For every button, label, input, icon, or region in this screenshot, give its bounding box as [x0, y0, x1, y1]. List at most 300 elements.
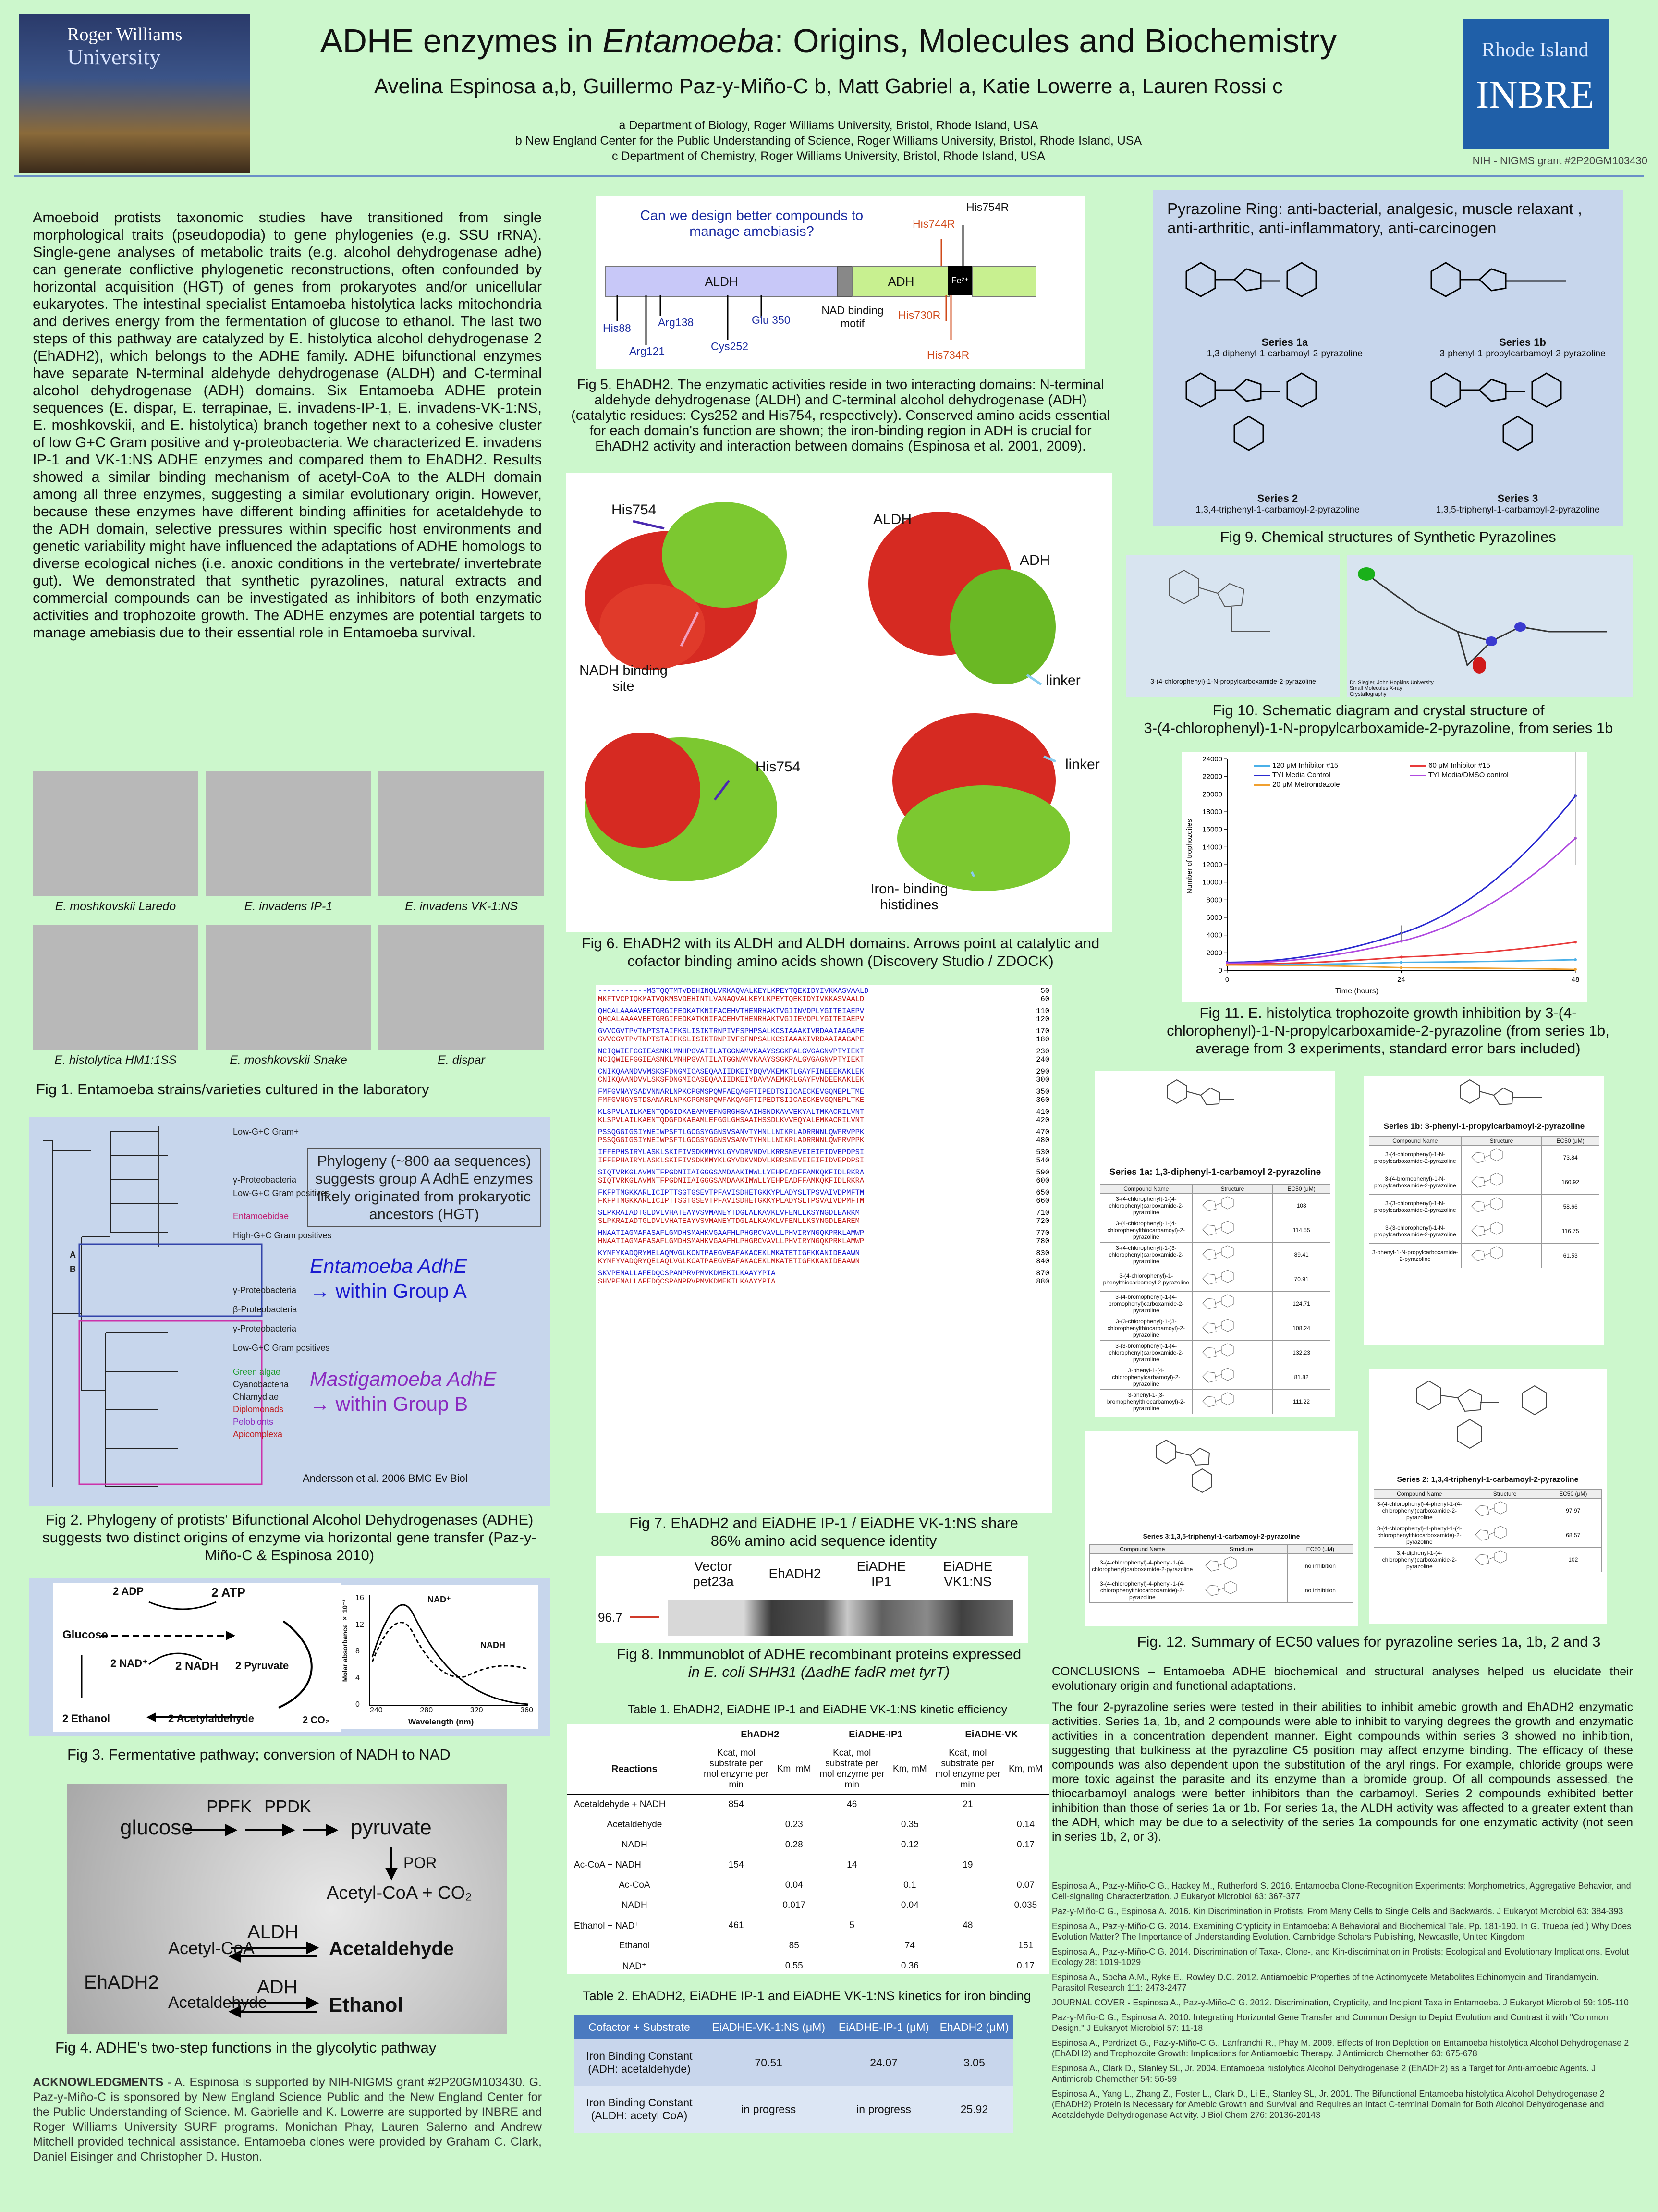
- sequence-text: -----------MSTQQTMTVDEHINQLVRKAQVALKEYLKPEYTQEKIDYIVKKASVAALD: [598, 987, 869, 995]
- marker-arrow: [630, 1616, 659, 1618]
- series-desc: 1,3,5-triphenyl-1-carbamoyl-2-pyrazoline: [1436, 505, 1600, 515]
- table-row: [1100, 1243, 1330, 1267]
- fig8-caption-line1: Fig 8. Inmmunoblot of ADHE recombinant proteins expressed: [616, 1646, 1022, 1662]
- structure-cell: [1461, 1219, 1542, 1244]
- table-cell: Ethanol: [619, 1941, 650, 1951]
- compound-name: 3-(3-chlorophenyl)-1-N-propylcarboxamide-2-pyrazoline: [1369, 1219, 1462, 1244]
- crystal-structure: [1347, 555, 1633, 697]
- ytick: 12: [355, 1620, 364, 1629]
- y-tick-label: 20000: [1202, 790, 1222, 799]
- ec50-value: 160.92: [1542, 1170, 1599, 1195]
- table-cell: 48: [963, 1920, 973, 1931]
- lane-label: EiADHE IP1: [856, 1559, 906, 1589]
- table-row: [1369, 1219, 1599, 1244]
- sequence-position: 660: [1036, 1197, 1049, 1205]
- alignment-row: [598, 1088, 1049, 1096]
- sequence-position: 780: [1036, 1237, 1049, 1246]
- table2-cell: 70.51: [755, 2056, 782, 2069]
- ec50-value: 73.84: [1542, 1146, 1599, 1170]
- sequence-position: 180: [1036, 1035, 1049, 1044]
- sequence-position: 840: [1036, 1257, 1049, 1266]
- chart-y-label: Number of trophozoites: [1185, 819, 1194, 894]
- alignment-row: [598, 1096, 1049, 1104]
- title-part: ADHE enzymes in: [320, 22, 603, 60]
- table-cell: 0.017: [782, 1900, 805, 1910]
- data-point: [1400, 961, 1403, 964]
- table-row: [1100, 1218, 1330, 1243]
- residue-arg138: Arg138: [658, 316, 694, 329]
- fig10-caption-line1: Fig 10. Schematic diagram and crystal structure of: [1212, 702, 1545, 719]
- table-row: [567, 1956, 1049, 1976]
- reference-item: Espinosa A., Yang L., Zhang Z., Foster L., Clark D., Li E., Stanley SL, Jr. 2001. The Bifunctional Entamoeba histolytica Alcohol Dehydrogenase 2 (EhADH2) Protein Is Necessary for Amebic Growth and Survival and Requires an Intact C-terminal Domain for Both Alcohol Dehydrogenase and Acetaldehyde Dehydrogenase Activity. J Biol Chem 276: 20136-20143: [1052, 2089, 1605, 2120]
- structure-sketch: [1193, 1367, 1251, 1386]
- y-tick-label: 4000: [1206, 931, 1222, 940]
- table-cell: 0.17: [1016, 1961, 1035, 1971]
- sequence-text: SLPKRAIADTGLDVLVHATEAYVSVMANEYTDGLALKAVKLVFENLLKSYNGDLEAREM: [598, 1217, 860, 1225]
- series1b-table: [1369, 1136, 1599, 1268]
- structure-sketch: [1193, 1318, 1251, 1337]
- kcat-header: Kcat, mol substrate per mol enzyme per min: [819, 1748, 885, 1790]
- xtick: 280: [420, 1706, 433, 1714]
- table-header-cell: Structure: [1192, 1185, 1273, 1194]
- residue-glu350: Glu 350: [752, 314, 791, 326]
- compound-name: 3-(4-chlorophenyl)-1-(4-chlorophenyl)carboxamide-2-pyrazoline: [1100, 1194, 1193, 1218]
- compound-name: 3-phenyl-1-N-propylcarboxamide-2-pyrazoline: [1369, 1244, 1462, 1268]
- pathway-arrows: [53, 1583, 341, 1732]
- alignment-row: [598, 1027, 1049, 1036]
- sequence-text: KLSPVLAILKAENTQDGIDKAEAMVEFNGRGHSAAIHSNDKAVVEKYALTMKACRILVNT: [598, 1108, 865, 1116]
- alignment-row: [598, 1056, 1049, 1064]
- ec50-value: 68.57: [1545, 1523, 1602, 1548]
- alignment-row: [598, 1169, 1049, 1177]
- table-header-cell: Compound Name: [1374, 1490, 1465, 1499]
- ent-line1: Entamoeba AdhE: [310, 1255, 467, 1277]
- table-cell: NADH: [621, 1840, 647, 1850]
- structure-sketch: [1196, 1580, 1254, 1600]
- y-tick-label: 24000: [1202, 755, 1222, 763]
- label-his754-top: His754: [611, 502, 657, 518]
- chart-legend: [1254, 761, 1566, 789]
- fig10-crystal: [1347, 555, 1633, 697]
- table2-cell: 25.92: [960, 2102, 988, 2115]
- compound-name: 3-(3-bromophenyl)-1-(4-chlorophenyl)carboxamide-2-pyrazoline: [1100, 1341, 1193, 1365]
- reference-item: Espinosa A., Clark D., Stanley SL, Jr. 2004. Entamoeba histolytica Alcohol Dehydrogenase 2 (EhADH2) as a Target for Anti-amoebic Agents. J Antimicrob Chemother 54: 56-59: [1052, 2064, 1596, 2084]
- fig4-panel: [67, 1784, 507, 2034]
- table-cell: [934, 1875, 1002, 1895]
- group-label: High-G+C Gram positives: [233, 1231, 332, 1240]
- fig6-panel: [566, 473, 1112, 932]
- structure-cell: [1461, 1146, 1542, 1170]
- fig3-caption: Fig 3. Fermentative pathway; conversion of NADH to NAD: [67, 1746, 451, 1763]
- mastigamoeba-note: [310, 1367, 496, 1417]
- structure-sketch: [1462, 1197, 1520, 1216]
- sequence-position: 880: [1036, 1277, 1049, 1286]
- table-cell: Acetaldehyde + NADH: [574, 1799, 666, 1809]
- fig11-caption: Fig 11. E. histolytica trophozoite growth inhibition by 3-(4-chlorophenyl)-1-N-propylcarboxamide-2-pyrazoline (from series 1b, average from 3 experiments, standard error bars included): [1167, 1004, 1609, 1057]
- structure-cell: [1192, 1243, 1273, 1267]
- sequence-text: SIQTVRKGLAVMNTFPGDNIIAIGGGSAMDAAKIMWLLYEHPEADFFAMKQKFIDLRKRA: [598, 1168, 865, 1177]
- compound-name: 3-(4-bromophenyl)-1-(4-bromophenyl)carboxamide-2-pyrazoline: [1100, 1292, 1193, 1316]
- structure-cell: [1192, 1390, 1273, 1414]
- sequence-position: 650: [1036, 1188, 1049, 1197]
- data-point: [1574, 958, 1577, 961]
- table-cell: [770, 1855, 818, 1875]
- table-cell: [818, 1815, 886, 1835]
- chart-x-label: Time (hours): [1335, 987, 1379, 995]
- residue-his744r: His744R: [913, 218, 955, 230]
- table-header-cell: Compound Name: [1369, 1137, 1462, 1146]
- series-1a-label: [1201, 336, 1369, 359]
- conclusions-intro: CONCLUSIONS – Entamoeba ADHE biochemical and structural analyses helped us elucidate their evolutionary origin and functional adaptations.: [1052, 1665, 1633, 1693]
- fig7-caption-line2: 86% amino acid sequence identity: [710, 1532, 937, 1549]
- sequence-text: KYNFYKADQRYMELAQMVGLKCNTPAEGVEAFAKACEKLMKATETIGFKKANIDEAAWN: [598, 1249, 860, 1258]
- table-row: [567, 1815, 1049, 1835]
- micrograph: [378, 925, 544, 1067]
- reactions-header: Reactions: [611, 1763, 658, 1774]
- table2-header: EhADH2 (μM): [939, 2020, 1009, 2033]
- group-label: Low-G+C Gram positives: [233, 1188, 330, 1198]
- alignment-row: [598, 995, 1049, 1003]
- alignment-row: [598, 1278, 1049, 1286]
- fig5-caption: Fig 5. EhADH2. The enzymatic activities reside in two interacting domains: N-terminal aldehyde dehydrogenase (ALDH) and C-terminal alcohol dehydrogenase (ADH) (catalytic residues: Cys252 and His754, respectively). Conserved amino acids essential for each domain's function are shown; the iron-binding region in ADH is crucial for EhADH2 activity and interaction between domains (Espinosa et al. 2001, 2009).: [571, 377, 1110, 454]
- sequence-text: CNIKQAANDVVLSKSFDNGMICASEQAAIIDKEIYDAVVAEMKRLGAYFVNDEEKAKLEK: [598, 1075, 865, 1084]
- lane-label: EiADHE VK1:NS: [943, 1559, 993, 1589]
- table-row: [1374, 1548, 1602, 1572]
- fig2-credit: Andersson et al. 2006 BMC Ev Biol: [303, 1472, 468, 1484]
- sequence-text: MKFTVCPIQKMATVQKMSVDEHINTLVANAQVALKEYLKPEYTQEKIDYIVKKASVAALD: [598, 995, 865, 1003]
- sequence-text: GVVCGVTPVTNPTSTAIFKSLISIKTRNPIVFSFNPSALKCSIAAAKIVRDAAIAAGAPE: [598, 1035, 865, 1044]
- label-aldh: ALDH: [873, 512, 912, 527]
- table-row: [1369, 1170, 1599, 1195]
- y-tick-label: 10000: [1202, 878, 1222, 887]
- ack-title: ACKNOWLEDGMENTS: [33, 2076, 164, 2089]
- table-cell: NAD⁺: [622, 1961, 646, 1971]
- table-cell: [770, 1794, 818, 1815]
- micrograph-label: E. dispar: [438, 1053, 485, 1067]
- reference-item: Paz-y-Miño-C G., Espinosa A. 2016. Kin Discrimination in Protists: From Many Cells to Single Cells and Backwards. J Eukaryot Microbiol 63: 384-393: [1052, 1906, 1623, 1916]
- alignment-row: [598, 1048, 1049, 1056]
- label-nadh-binding: NADH binding site: [579, 663, 668, 694]
- adh-domain: ADH: [852, 266, 950, 297]
- compound-name: 3-(4-bromophenyl)-1-N-propylcarboxamide-2-pyrazoline: [1369, 1170, 1462, 1195]
- legend-label: TYI Media/DMSO control: [1428, 771, 1509, 779]
- structure-sketch: [1193, 1196, 1251, 1215]
- series-3-label: [1422, 492, 1614, 515]
- alignment-row: [598, 1007, 1049, 1015]
- title-part: : Origins, Molecules and Biochemistry: [774, 22, 1337, 60]
- sequence-text: PSSQGGIGSIYNEIWPSFTLGCGSYGGNSVSANVTYHNLLNIKRLADRRNNLQWFRVPPK: [598, 1136, 865, 1145]
- nadh-label: 2 NADH: [175, 1660, 219, 1673]
- alignment-row: [598, 1249, 1049, 1258]
- xtick: 360: [520, 1706, 533, 1714]
- data-point: [1400, 966, 1403, 969]
- table-header-cell: EC50 (μM): [1545, 1490, 1602, 1499]
- table-cell: [702, 1936, 770, 1956]
- structure-sketch: [1466, 1550, 1524, 1569]
- acetaldehyde-substrate-label: Acetaldehyde: [168, 1993, 268, 2012]
- nad-label: 2 NAD⁺: [110, 1657, 148, 1669]
- micrograph-label: E. moshkovskii Laredo: [55, 900, 176, 913]
- series1a-structure: [1095, 1071, 1335, 1129]
- legend-item: [1410, 761, 1566, 770]
- ec50-value: no inhibition: [1287, 1578, 1353, 1603]
- fig7-panel: [596, 985, 1052, 1513]
- table-cell: 0.035: [1014, 1900, 1037, 1910]
- table-cell: [1002, 1916, 1049, 1936]
- table-row: [567, 1794, 1049, 1815]
- sequence-text: IFFEPHAIRYLASKLSKIFIVSDKMMYKLGYVDKVMDVLKRRSNEVEIEIFIDVEPDPSI: [598, 1156, 865, 1165]
- data-point: [1400, 956, 1403, 959]
- compound-name: 3-(4-chlorophenyl)-4-phenyl-1-(4-chlorophenyl)carboxamide-2-pyrazoline: [1374, 1499, 1465, 1523]
- alignment-row: [598, 1217, 1049, 1225]
- data-point: [1226, 964, 1229, 966]
- legend-label: 120 μM Inhibitor #15: [1272, 761, 1339, 770]
- ec50-value: 70.91: [1273, 1267, 1330, 1292]
- sequence-position: 50: [1040, 987, 1049, 995]
- table-cell: [702, 1875, 770, 1895]
- table-cell: 461: [728, 1920, 744, 1931]
- sequence-position: 480: [1036, 1136, 1049, 1145]
- table-cell: [702, 1835, 770, 1855]
- group-label: γ-Proteobacteria: [233, 1324, 297, 1333]
- alignment-row: [598, 1149, 1049, 1157]
- table-cell: [818, 1835, 886, 1855]
- group-label: β-Proteobacteria: [233, 1305, 297, 1314]
- table-cell: 0.28: [785, 1840, 803, 1850]
- structure-cell: [1461, 1195, 1542, 1219]
- micrograph-label: E. invadens VK-1:NS: [405, 900, 518, 913]
- phylogeny-box: Phylogeny (~800 aa sequences) suggests group A AdhE enzymes likely originated from prokaryotic ancestors (HGT): [307, 1148, 541, 1227]
- ec50-value: 108: [1273, 1194, 1330, 1218]
- table-row: [1100, 1194, 1330, 1218]
- structure-cell: [1192, 1194, 1273, 1218]
- table-row: [567, 1895, 1049, 1916]
- group-label: Chlamydiae: [233, 1392, 279, 1402]
- author-list: Avelina Espinosa a,b, Guillermo Paz-y-Miño-C b, Matt Gabriel a, Katie Lowerre a, Lauren Rossi c: [374, 74, 1283, 98]
- table-cell: Acetaldehyde: [607, 1820, 662, 1830]
- table-row: [567, 1835, 1049, 1855]
- alignment-row: [598, 1015, 1049, 1024]
- graph-nadh-label: NADH: [480, 1640, 505, 1650]
- table2-title: Table 2. EhADH2, EiADHE IP-1 and EiADHE VK-1:NS kinetics for iron binding: [583, 1989, 1031, 2003]
- adp-label: 2 ADP: [113, 1585, 144, 1597]
- compound-name: 3-phenyl-1-(4-chlorophenylcarbamoyl)-2-pyrazoline: [1100, 1365, 1193, 1390]
- fig9-panel: [1153, 190, 1623, 526]
- mast-line1: Mastigamoeba AdhE: [310, 1368, 497, 1390]
- sequence-position: 830: [1036, 1249, 1049, 1258]
- data-point: [1574, 941, 1577, 943]
- alignment-row: [598, 1270, 1049, 1278]
- sequence-text: SHVPEMALLAFEDQCSPANPRVPMVKDMEKILKAAYYPIA: [598, 1277, 776, 1286]
- ec50-value: 102: [1545, 1548, 1602, 1572]
- compound-name: 3-(4-chlorophenyl)-1-N-propylcarboxamide-2-pyrazoline: [1369, 1146, 1462, 1170]
- fig8-caption: [569, 1645, 1069, 1681]
- micrograph-label: E. invadens IP-1: [244, 900, 333, 913]
- reference-item: Espinosa A., Paz-y-Miño-C G. 2014. Examining Crypticity in Entamoeba: A Behavioral and Biochemical Tale. Pp. 181-190. In G. Trueba (ed.) Why Does Evolution Matter? The Importance of Understanding Evolution. Cambridge Scholars Publishing, Newcastle, United Kingdom: [1052, 1921, 1632, 1942]
- table-cell: Ac-CoA + NADH: [574, 1860, 641, 1870]
- table1-title: Table 1. EhADH2, EiADHE IP-1 and EiADHE VK-1:NS kinetic efficiency: [627, 1703, 1008, 1716]
- sequence-position: 420: [1036, 1116, 1049, 1124]
- table-row: [567, 1936, 1049, 1956]
- sequence-position: 590: [1036, 1168, 1049, 1177]
- table-cell: 0.23: [785, 1820, 803, 1830]
- table-cell: [886, 1794, 934, 1815]
- sequence-text: CNIKQAANDVVMSKSFDNGMICASEQAAIIDKEIYDQVVKEMKTLGAYFINEEEKAKLEK: [598, 1067, 865, 1076]
- legend-item: [1254, 761, 1410, 770]
- table-row: [1374, 1499, 1602, 1523]
- fig12-series1b: [1364, 1076, 1604, 1345]
- table-row: [1369, 1244, 1599, 1268]
- acetaldehyde-label: 2 Acetylaldehyde: [168, 1712, 254, 1724]
- graph-yticks: [355, 1594, 364, 1709]
- graph-xticks: [370, 1706, 533, 1715]
- structure-cell: [1195, 1578, 1287, 1603]
- table-row: [1100, 1390, 1330, 1414]
- micrograph: [378, 771, 544, 913]
- fig10-caption: [1124, 701, 1633, 737]
- table2-cell: Iron Binding Constant (ALDH: acetyl CoA): [586, 2096, 693, 2122]
- sequence-position: 350: [1036, 1088, 1049, 1096]
- table-cell: NADH: [621, 1900, 647, 1910]
- table-cell: [702, 1815, 770, 1835]
- lane-label: EhADH2: [768, 1566, 821, 1581]
- sequence-position: 770: [1036, 1229, 1049, 1237]
- group-label: Diplomonads: [233, 1405, 284, 1414]
- table-header-row: [1369, 1137, 1599, 1146]
- series3-title: Series 3:1,3,5-triphenyl-1-carbamoyl-2-pyrazoline: [1143, 1532, 1300, 1540]
- legend-item: [1254, 781, 1410, 789]
- structure-cell: [1192, 1316, 1273, 1341]
- km-header: Km, mM: [777, 1764, 811, 1774]
- table2-header: Cofactor + Substrate: [588, 2020, 690, 2033]
- structure-cell: [1461, 1244, 1542, 1268]
- pyruvate-label: pyruvate: [351, 1816, 432, 1839]
- series3-table: [1089, 1544, 1353, 1603]
- label-linker-top: linker: [1046, 672, 1081, 688]
- inbre-logo-line1: Rhode Island: [1482, 39, 1589, 61]
- table-cell: [1002, 1855, 1049, 1875]
- table-row: [1100, 1292, 1330, 1316]
- micrograph-label: E. histolytica HM1:1SS: [54, 1053, 177, 1067]
- structure-cell: [1465, 1523, 1545, 1548]
- pyrazoline-structures: [1153, 243, 1623, 521]
- structure-cell: [1465, 1548, 1545, 1572]
- table-row: [1090, 1554, 1353, 1578]
- residue-his88: His88: [603, 322, 631, 334]
- label-linker-bottom: linker: [1065, 757, 1100, 772]
- x-tick-label: 24: [1397, 976, 1405, 984]
- table-cell: [934, 1956, 1002, 1976]
- sequence-text: GVVCGVTPVTNPTSTAIFKSLISIKTRNPIVFSPHPSALKCSIAAAKIVRDAAIAAGAPE: [598, 1027, 865, 1036]
- compound-name: 3-(3-chlorophenyl)-1-N-propylcarboxamide-2-pyrazoline: [1369, 1195, 1462, 1219]
- inbre-logo-line2: INBRE: [1476, 73, 1594, 116]
- sequence-text: FKFPTMGKKARLICIPTTSGTGSEVTPFAVISDHETGKKYPLADYSLTPSVAIVDPMFTM: [598, 1188, 865, 1197]
- structure-sketch: [1196, 1556, 1254, 1575]
- y-tick-label: 14000: [1202, 843, 1222, 852]
- structure-cell: [1192, 1365, 1273, 1390]
- roger-williams-logo: [19, 14, 250, 173]
- table-cell: 0.07: [1016, 1880, 1035, 1890]
- table-cell: 5: [849, 1920, 855, 1931]
- y-tick-label: 18000: [1202, 808, 1222, 816]
- series1a-table: [1100, 1184, 1330, 1414]
- table-row: [1100, 1316, 1330, 1341]
- table-cell: 0.35: [901, 1820, 919, 1830]
- ec50-value: 108.24: [1273, 1316, 1330, 1341]
- table-cell: 154: [728, 1860, 744, 1870]
- table-cell: Ac-CoA: [619, 1880, 650, 1890]
- residue-arg121: Arg121: [629, 345, 665, 357]
- sequence-position: 240: [1036, 1055, 1049, 1064]
- compound-name: 3-(4-chlorophenyl)-1-phenylthiocarbamoyl-2-pyrazoline: [1100, 1267, 1193, 1292]
- y-tick-label: 16000: [1202, 825, 1222, 834]
- graph-nad-label: NAD⁺: [427, 1595, 451, 1604]
- table-header-cell: Structure: [1461, 1137, 1542, 1146]
- structure-cell: [1192, 1218, 1273, 1243]
- ethanol-label: 2 Ethanol: [62, 1712, 110, 1724]
- micrograph: [33, 925, 198, 1067]
- compound-name: 3-(4-chlorophenyl)-4-phenyl-1-(4-chlorophenylthiocarboxamide)-2-pyrazoline: [1374, 1523, 1465, 1548]
- table2-cell: Iron Binding Constant (ADH: acetaldehyde): [586, 2050, 693, 2076]
- table-cell: 0.04: [901, 1900, 919, 1910]
- acetylcoa-label: Acetyl-CoA: [168, 1938, 255, 1958]
- fig8-caption-line2: in E. coli SHH31 (ΔadhE fadR met tyrT): [688, 1663, 950, 1680]
- table-cell: [818, 1936, 886, 1956]
- table-cell: 19: [963, 1860, 973, 1870]
- table-cell: 14: [847, 1860, 857, 1870]
- group-label: Cyanobacteria: [233, 1380, 289, 1389]
- table-row: [567, 1875, 1049, 1895]
- group-header: EhADH2: [741, 1729, 780, 1740]
- sequence-text: QHCALAAAAVEETGRGIFEDKATKNIFACEHVTHEMRHAKTVGIINVDPLYGITEIAEPV: [598, 1007, 865, 1015]
- fig11-chart-panel: [1182, 752, 1587, 1002]
- table-cell: [818, 1956, 886, 1976]
- group-label: A: [70, 1250, 76, 1259]
- fig8-panel: [596, 1556, 1028, 1643]
- ethanol-label: Ethanol: [329, 1993, 403, 2016]
- table2-panel: [574, 2015, 1013, 2133]
- ec50-value: 89.41: [1273, 1243, 1330, 1267]
- abstract-text: Amoeboid protists taxonomic studies have transitioned from single morphological traits (pseudopodia) to gene phylogenies (e.g. SSU rRNA). Single-gene analyses of metabolic traits (e.g. alcohol dehydrogenase adhe) can generate conflictive phylogenetic reconstructions, often confounded by horizontal acquisition (HGT) of genes from prokaryotes and/or unicellular eukaryotes. The intestinal specialist Entamoeba histolytica lacks mitochondria and derives energy from the fermentation of glucose to ethanol. The last two steps of this pathway are catalyzed by E. histolytica alcohol dehydrogenase 2 (EhADH2), which belongs to the ADHE family. ADHE bifunctional enzymes have separate N-terminal aldehyde dehydrogenase (ALDH) and C-terminal alcohol dehydrogenase (ADH) domains. Six Entamoeba ADHE protein sequences (E. dispar, E. terrapinae, E. invadens-IP-1, E. invadens-VK-1:NS, E. moshkovskii, and E. histolytica) branch together next to a cohesive cluster of low G+C Gram positive and γ-proteobacteria. We characterized E. invadens IP-1 and VK-1:NS ADHE enzymes and compared them to EhADH2. Results showed a similar binding mechanism of acetyl-CoA to the ALDH domain among all three enzymes, suggesting a similar evolutionary origin. However, because these enzymes have different binding affinities for acetaldehyde to the ADH domain, selective pressures within specific host environments and genetic variability might have influenced the adaptations of ADHE homologs to diverse ecological niches (i.e. anoxic conditions in the vertebrate/ invertebrate gut). We demonstrated that synthetic pyrazolines, natural extracts and commercial compounds can be investigated as inhibitors of both enzymatic activities and trophozoite growth. The ADHE enzymes are potential targets to manage amebiasis due to their essential role in Entamoeba survival.: [33, 209, 542, 641]
- sequence-alignment: [598, 987, 1049, 1290]
- iron-block: Fe²⁺: [948, 266, 972, 295]
- alignment-row: [598, 1108, 1049, 1116]
- title-italic: Entamoeba: [602, 22, 775, 60]
- enzyme-label: EhADH2: [84, 1972, 159, 1993]
- structure-sketch: [1193, 1245, 1251, 1264]
- structure-sketch: [1193, 1392, 1251, 1411]
- table-header-cell: Compound Name: [1090, 1545, 1195, 1554]
- ec50-value: 111.22: [1273, 1390, 1330, 1414]
- ec50-value: 97.97: [1545, 1499, 1602, 1523]
- structure-cell: [1192, 1341, 1273, 1365]
- table2-cell: in progress: [741, 2102, 796, 2115]
- micrograph: [33, 771, 198, 913]
- table1-panel: [567, 1724, 1049, 1974]
- co2-label: 2 CO₂: [303, 1715, 329, 1725]
- fig12-series2: [1369, 1369, 1607, 1624]
- table-cell: 74: [904, 1941, 915, 1951]
- aldh-domain: ALDH: [605, 266, 838, 297]
- crystal-credit: Dr. Siegler, John Hopkins University Small Molecules X-ray Crystallography: [1350, 680, 1434, 697]
- fig9-caption: Fig 9. Chemical structures of Synthetic Pyrazolines: [1220, 528, 1556, 545]
- y-tick-label: 2000: [1206, 949, 1222, 957]
- references: [1052, 1881, 1633, 2125]
- ytick: 0: [355, 1700, 360, 1709]
- series1b-structure: [1364, 1076, 1604, 1119]
- sequence-position: 230: [1036, 1047, 1049, 1056]
- sequence-position: 530: [1036, 1148, 1049, 1157]
